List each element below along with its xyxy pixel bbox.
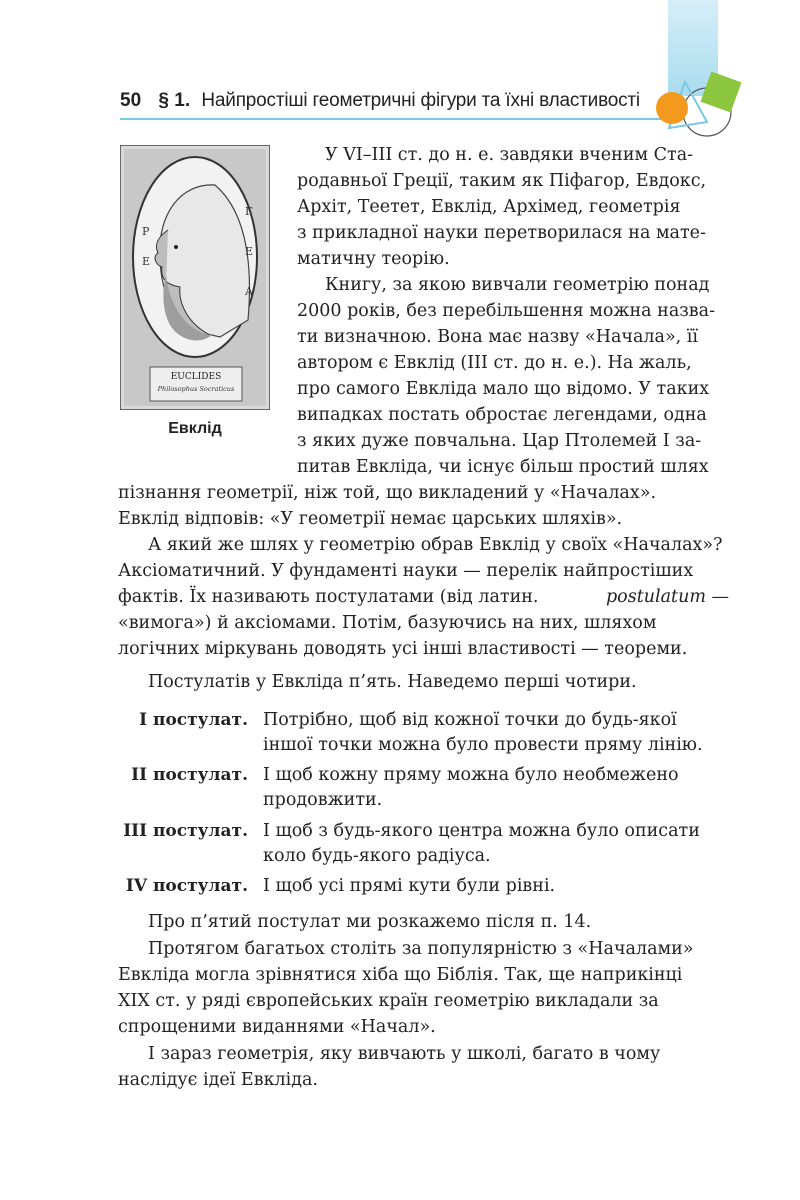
postulate-line: іншої точки можна було провести пряму лінію.: [263, 735, 703, 755]
postulate-label: II постулат.: [131, 765, 248, 785]
text-line: А який же шлях у геометрію обрав Евклід у своїх «Началах»?: [148, 535, 723, 555]
text-line: з яких дуже повчальна. Цар Птолемей I за-: [297, 431, 702, 451]
text-line: логічних міркувань доводять усі інші властивості — теореми.: [118, 639, 688, 659]
text-line: пізнання геометрії, ніж той, що викладений у «Началах».: [118, 483, 657, 503]
svg-text:Ε: Ε: [142, 255, 151, 268]
text-line: Аксіоматичний. У фундаменті науки — перелік найпростіших: [118, 561, 694, 581]
header-rule: [120, 118, 665, 120]
text-line: з прикладної науки перетворилася на мате-: [297, 223, 706, 243]
postulate-line: І щоб з будь-якого центра можна було описати: [263, 821, 700, 841]
postulate-line: Потрібно, щоб від кожної точки до будь-якої: [263, 710, 677, 730]
green-square: [700, 71, 741, 112]
latin-term: postulatum —: [605, 587, 729, 607]
text-line: матичну теорію.: [297, 249, 450, 269]
text-line: родавньої Греції, таким як Піфагор, Евдокс,: [297, 171, 707, 191]
text-line: Протягом багатьох століть за популярністю з «Началами»: [148, 939, 694, 959]
text-line: питав Евкліда, чи існує більш простий шлях: [297, 457, 709, 477]
orange-circle: [656, 92, 688, 124]
text-line: 2000 років, без перебільшення можна назва-: [297, 301, 716, 321]
text-line: І зараз геометрія, яку вивчають у школі, багато в чому: [148, 1044, 661, 1064]
plaque-line1: EUCLIDES: [170, 372, 222, 382]
postulate-label: III постулат.: [123, 821, 248, 841]
text-line: про самого Евкліда мало що відомо. У таких: [297, 379, 710, 399]
text-line: наслідує ідеї Евкліда.: [118, 1070, 318, 1090]
section-number: § 1.: [158, 90, 191, 111]
page-header: [120, 90, 680, 116]
text-line: випадках постать обростає легендами, одна: [297, 405, 707, 425]
plaque-line2: Philosophus Socraticus: [157, 385, 235, 393]
text-line: «вимога») й аксіомами. Потім, базуючись на них, шляхом: [118, 613, 657, 633]
text-line: Книгу, за якою вивчали геометрію понад: [325, 275, 710, 295]
text-line: У VI–III ст. до н. е. завдяки вченим Ста-: [325, 145, 694, 165]
text-line: Архіт, Теетет, Евклід, Архімед, геометрія: [297, 197, 681, 217]
svg-text:P: P: [142, 225, 150, 238]
text-line: фактів. Їх називають постулатами (від латин.: [118, 587, 539, 607]
text-line: спрощеними виданнями «Начал».: [118, 1017, 436, 1037]
postulate-line: продовжити.: [263, 790, 383, 810]
section-title: Найпростіші геометричні фігури та їхні властивості: [201, 90, 640, 111]
postulate-line: коло будь-якого радіуса.: [263, 846, 491, 866]
euclid-portrait: [120, 145, 270, 410]
text-line: Евкліда могла зрівнятися хіба що Біблія. Так, ще наприкінці: [118, 965, 683, 985]
postulate-label: IV постулат.: [125, 876, 248, 896]
postulate-line: І щоб усі прямі кути були рівні.: [263, 876, 556, 896]
paragraph-4: Постулатів у Евкліда п’ять. Наведемо перші чотири.: [148, 672, 637, 692]
text-line: Евклід відповів: «У геометрії немає царських шляхів».: [118, 509, 623, 529]
paragraph-5: Про п’ятий постулат ми розкажемо після п. 14.: [148, 912, 592, 932]
svg-text:Γ: Γ: [245, 205, 253, 218]
text-line: XIX ст. у ряді європейських країн геометрію викладали за: [118, 991, 659, 1011]
page-number: 50: [120, 90, 142, 111]
text-line: ти визначною. Вона має назву «Начала», її: [297, 327, 698, 347]
svg-text:Α: Α: [245, 285, 253, 298]
portrait-caption: Евклід: [168, 420, 222, 437]
postulate-line: І щоб кожну пряму можна було необмежено: [263, 765, 679, 785]
postulate-label: I постулат.: [139, 710, 248, 730]
text-line: автором є Евклід (III ст. до н. е.). На жаль,: [297, 353, 692, 373]
svg-text:Ε: Ε: [245, 245, 254, 258]
